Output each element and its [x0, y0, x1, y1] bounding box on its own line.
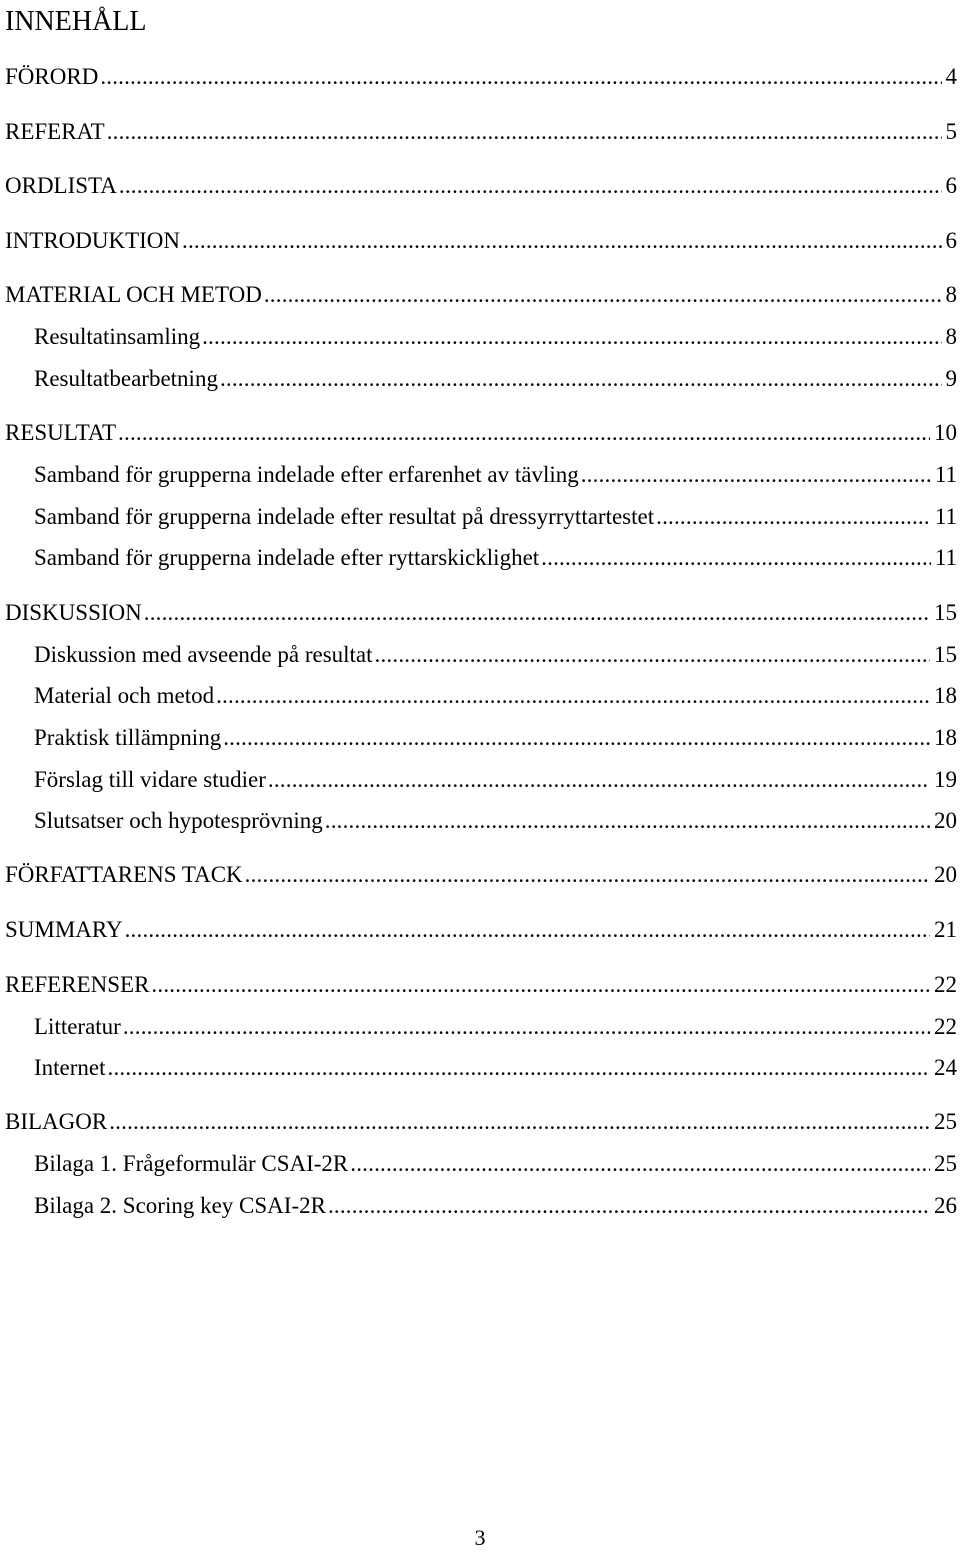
toc-entry-page: 21 — [934, 917, 957, 942]
toc-entry-page: 10 — [934, 420, 957, 445]
toc-entry-label: Praktisk tillämpning — [34, 725, 222, 750]
toc-entry-samband-ryttarskicklighet[interactable] — [34, 543, 957, 573]
toc-entry-label: Slutsatser och hypotesprövning — [34, 808, 323, 833]
toc-entry-label: Material och metod — [34, 683, 215, 708]
toc-entry-litteratur[interactable] — [34, 1012, 957, 1042]
dot-leader — [541, 543, 931, 573]
toc-entry-label: FÖRFATTARENS TACK — [5, 862, 243, 887]
toc-entry-page: 15 — [934, 642, 957, 667]
toc-entry-label: Internet — [34, 1055, 106, 1080]
dot-leader — [125, 915, 930, 945]
toc-entry-bilagor[interactable] — [5, 1107, 957, 1137]
dot-leader — [108, 1053, 930, 1083]
toc-entry-page: 11 — [934, 504, 957, 529]
toc-entry-page: 25 — [934, 1151, 957, 1176]
toc-entry-page: 6 — [945, 173, 957, 198]
toc-entry-label: BILAGOR — [5, 1109, 108, 1134]
toc-entry-label: INTRODUKTION — [5, 228, 181, 253]
toc-entry-label: Litteratur — [34, 1014, 121, 1039]
toc-entry-page: 22 — [934, 1014, 957, 1039]
dot-leader — [656, 502, 931, 532]
toc-entry-label: Samband för grupperna indelade efter ryttarskicklighet — [34, 545, 540, 570]
dot-leader — [223, 723, 930, 753]
toc-entry-diskussion[interactable] — [5, 598, 957, 628]
toc-entry-page: 18 — [934, 725, 957, 750]
toc-entry-praktisk-tillampning[interactable] — [34, 723, 957, 753]
dot-leader — [350, 1149, 930, 1179]
dot-leader — [375, 640, 930, 670]
toc-entry-referenser[interactable] — [5, 970, 957, 1000]
toc-entry-label: Samband för grupperna indelade efter resultat på dressyrryttartestet — [34, 504, 655, 529]
toc-entry-page: 4 — [945, 64, 957, 89]
toc-entry-label: Samband för grupperna indelade efter erfarenhet av tävling — [34, 462, 579, 487]
toc-entry-label: Förslag till vidare studier — [34, 767, 266, 792]
toc-entry-samband-erfarenhet[interactable] — [34, 460, 957, 490]
dot-leader — [581, 460, 931, 490]
toc-entry-page: 5 — [945, 119, 957, 144]
dot-leader — [119, 171, 942, 201]
dot-leader — [245, 860, 930, 890]
toc-entry-label: REFERAT — [5, 119, 105, 144]
toc-entry-label: Resultatbearbetning — [34, 366, 218, 391]
toc-entry-label: Diskussion med avseende på resultat — [34, 642, 373, 667]
dot-leader — [109, 1107, 930, 1137]
dot-leader — [182, 226, 941, 256]
toc-entry-referat[interactable] — [5, 117, 957, 147]
toc-entry-internet[interactable] — [34, 1053, 957, 1083]
toc-entry-label: MATERIAL OCH METOD — [5, 282, 262, 307]
toc-entry-samband-dressyrryttartestet[interactable] — [34, 502, 957, 532]
toc-entry-label: Resultatinsamling — [34, 324, 201, 349]
dot-leader — [328, 1191, 930, 1221]
toc-entry-diskussion-resultat[interactable] — [34, 640, 957, 670]
toc-entry-label: REFERENSER — [5, 972, 150, 997]
toc-entry-page: 6 — [945, 228, 957, 253]
toc-entry-page: 11 — [934, 545, 957, 570]
dot-leader — [118, 418, 930, 448]
toc-entry-resultatinsamling[interactable] — [34, 322, 957, 352]
toc-entry-material-och-metod[interactable] — [5, 280, 957, 310]
toc-entry-material-och-metod-2[interactable] — [34, 681, 957, 711]
toc-entry-resultatbearbetning[interactable] — [34, 364, 957, 394]
dot-leader — [100, 62, 941, 92]
toc-entry-bilaga-2[interactable] — [34, 1191, 957, 1221]
toc-entry-page: 8 — [945, 324, 957, 349]
dot-leader — [123, 1012, 930, 1042]
dot-leader — [220, 364, 942, 394]
toc-entry-forslag-vidare-studier[interactable] — [34, 765, 957, 795]
toc-entry-page: 8 — [945, 282, 957, 307]
toc-entry-label: SUMMARY — [5, 917, 123, 942]
toc-heading: INNEHÅLL — [5, 6, 147, 37]
toc-entry-forfattarens-tack[interactable] — [5, 860, 957, 890]
dot-leader — [202, 322, 941, 352]
toc-entry-page: 20 — [934, 808, 957, 833]
toc-entry-bilaga-1[interactable] — [34, 1149, 957, 1179]
dot-leader — [107, 117, 942, 147]
toc-entry-label: FÖRORD — [5, 64, 99, 89]
toc-entry-page: 20 — [934, 862, 957, 887]
dot-leader — [216, 681, 930, 711]
dot-leader — [151, 970, 930, 1000]
toc-entry-fororde[interactable] — [5, 62, 957, 92]
toc-entry-page: 24 — [934, 1055, 957, 1080]
toc-entry-page: 15 — [934, 600, 957, 625]
toc-entry-resultat[interactable] — [5, 418, 957, 448]
toc-entry-page: 26 — [934, 1193, 957, 1218]
dot-leader — [264, 280, 942, 310]
toc-entry-slutsatser[interactable] — [34, 806, 957, 836]
toc-entry-ordlista[interactable] — [5, 171, 957, 201]
toc-entry-label: Bilaga 2. Scoring key CSAI-2R — [34, 1193, 326, 1218]
page-number: 3 — [474, 1525, 486, 1550]
toc-entry-label: RESULTAT — [5, 420, 117, 445]
toc-entry-label: ORDLISTA — [5, 173, 117, 198]
toc-entry-label: Bilaga 1. Frågeformulär CSAI-2R — [34, 1151, 349, 1176]
toc-entry-page: 19 — [934, 767, 957, 792]
toc-entry-page: 11 — [934, 462, 957, 487]
toc-entry-introduktion[interactable] — [5, 226, 957, 256]
dot-leader — [268, 765, 930, 795]
toc-entry-summary[interactable] — [5, 915, 957, 945]
toc-entry-page: 25 — [934, 1109, 957, 1134]
toc-entry-page: 18 — [934, 683, 957, 708]
dot-leader — [325, 806, 930, 836]
toc-entry-page: 9 — [945, 366, 957, 391]
toc-entry-label: DISKUSSION — [5, 600, 142, 625]
toc-entry-page: 22 — [934, 972, 957, 997]
dot-leader — [144, 598, 930, 628]
